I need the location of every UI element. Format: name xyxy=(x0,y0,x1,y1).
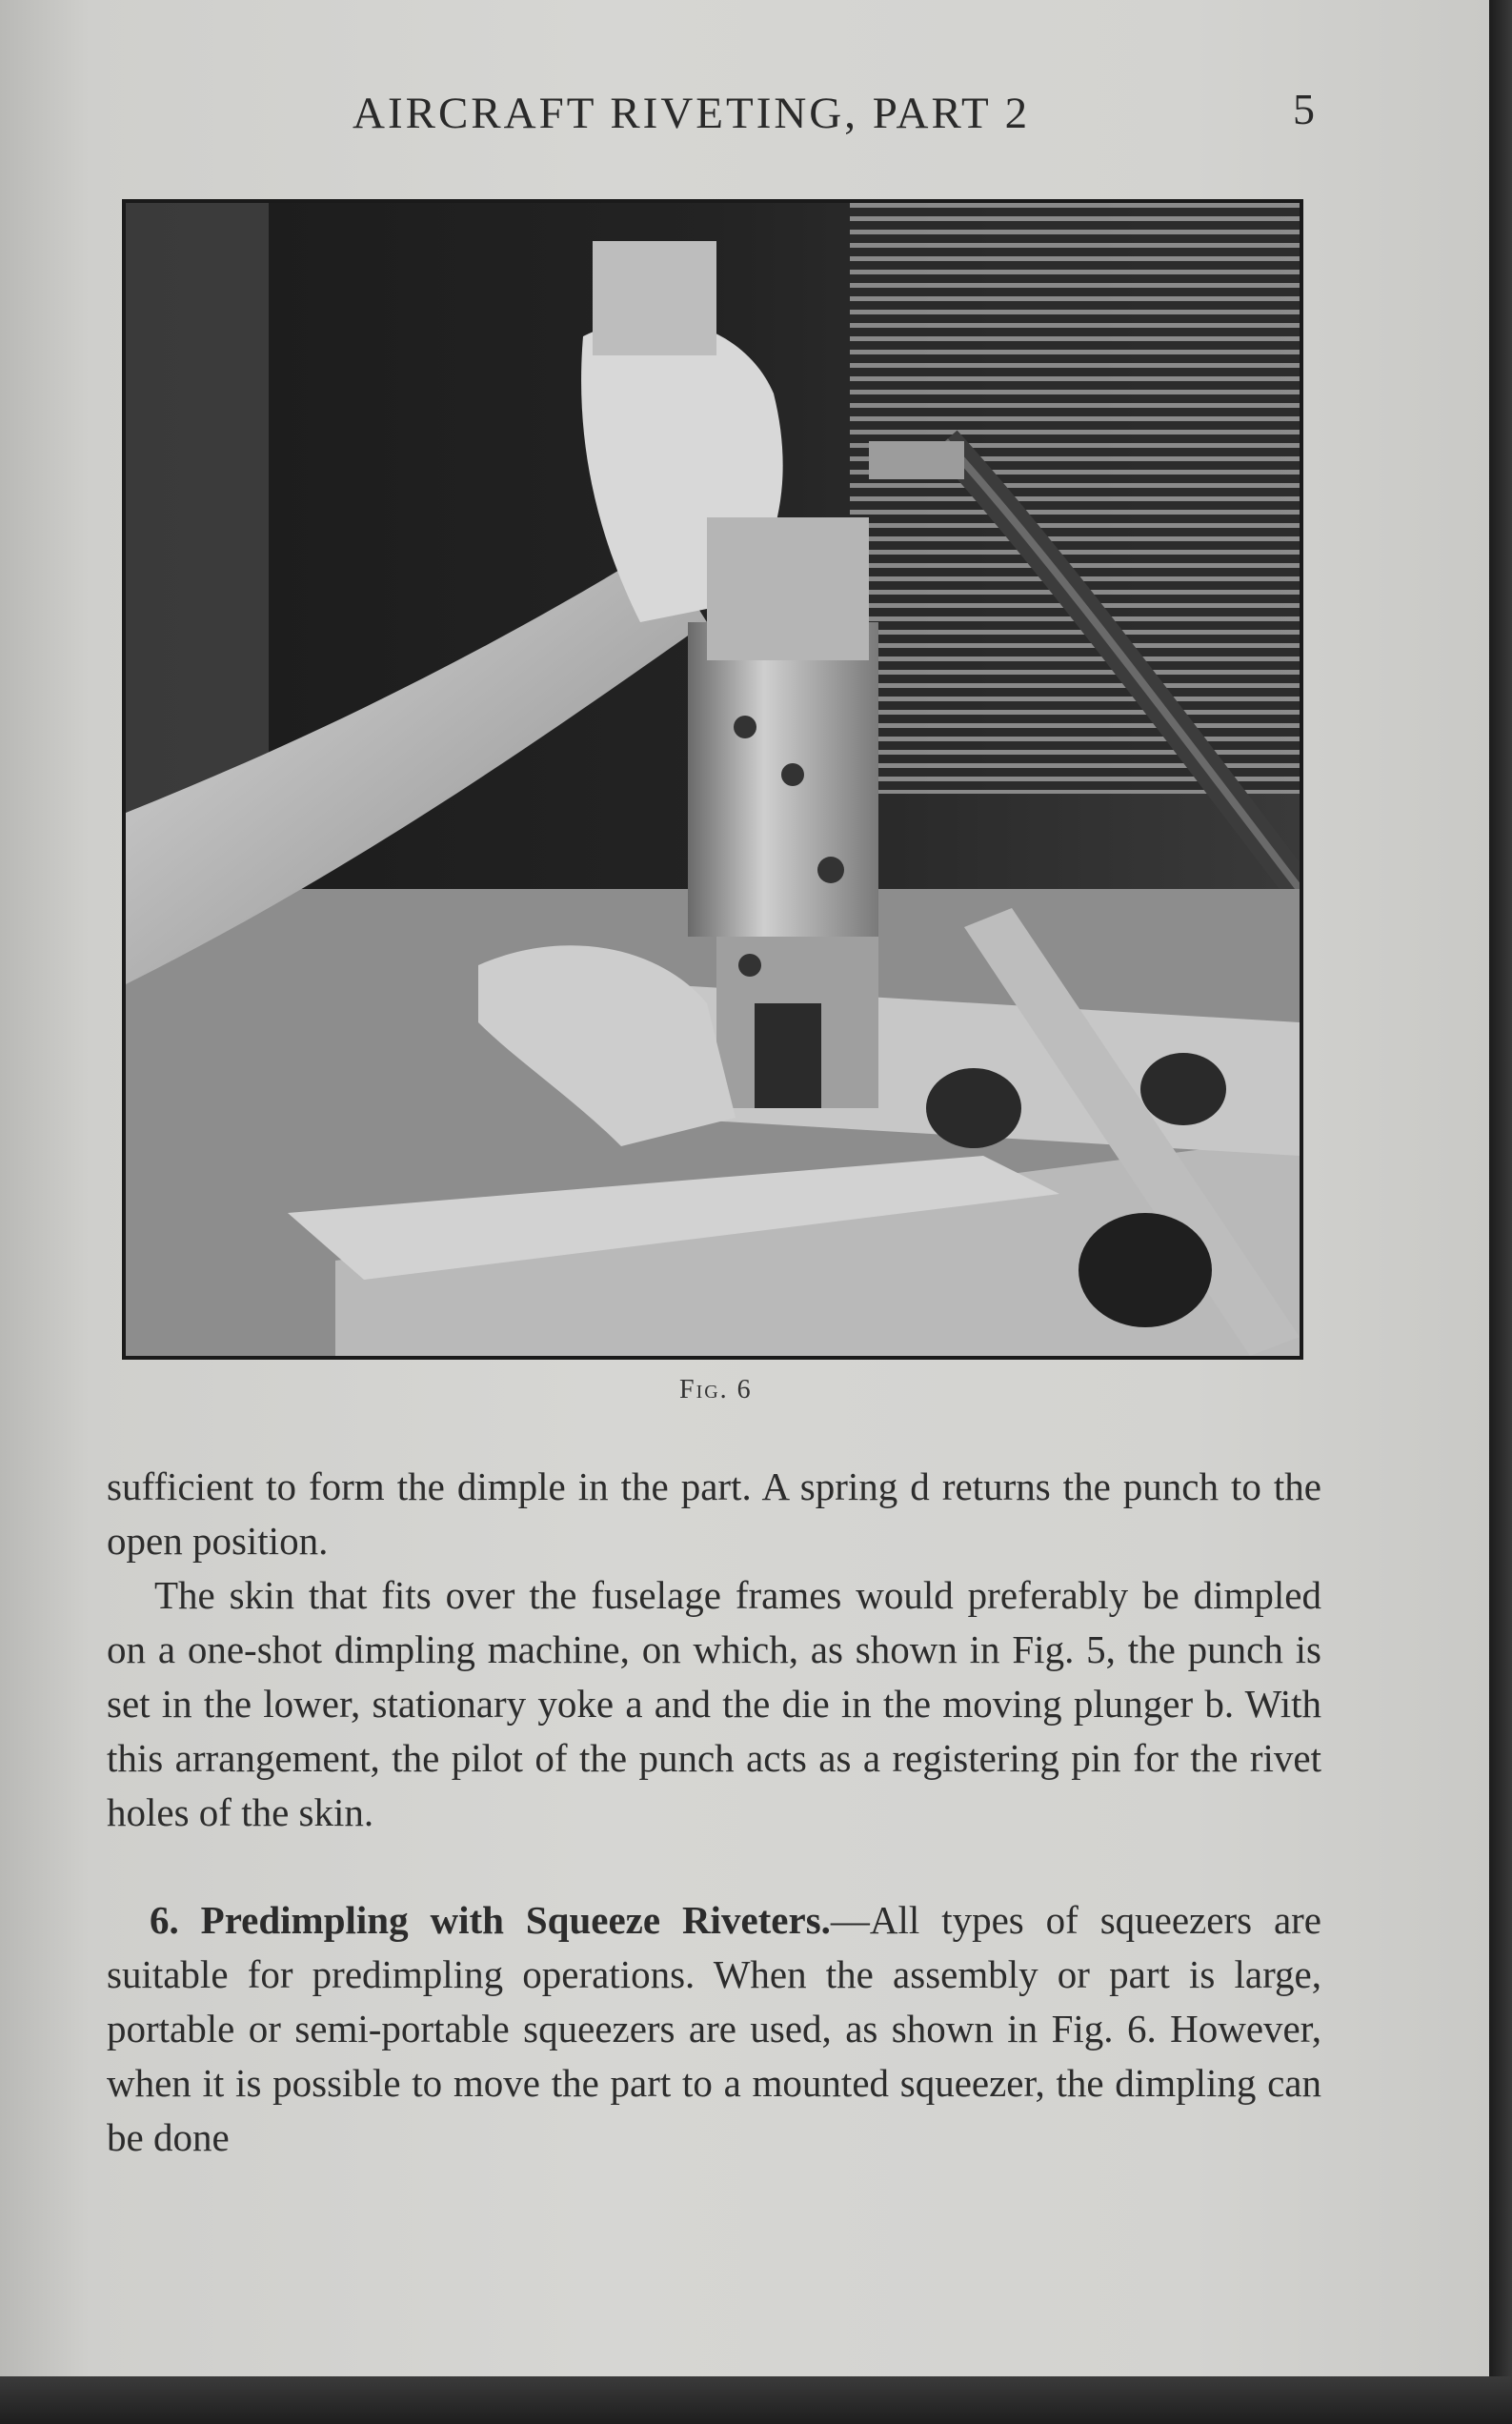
section-heading: Predimpling with Squeeze Riveters. xyxy=(200,1898,831,1942)
section-6-text: —All types of squeezers are suitable for predimpling operations. When the assembly or part is large, portable or semi-portable squeezers are used, as shown in Fig. 6. However, when it is possible to move the part to a mounted squeezer, the dimpling can be done xyxy=(107,1898,1322,2159)
paragraph-1: sufficient to form the dimple in the part. A spring d returns the punch to the open position. xyxy=(107,1464,1321,1563)
section-number: 6. xyxy=(150,1898,179,1942)
paragraph-2: The skin that fits over the fuselage frames would preferably be dimpled on a one-shot dimpling machine, on which, as shown in Fig. 5, the punch is set in the lower, stationary yoke a and the die in the moving plunger b. With this arrangement, the pilot of the punch acts as a registering pin for the rivet holes of the skin. xyxy=(107,1573,1321,1834)
figure-caption: Fig. 6 xyxy=(679,1375,753,1404)
page-edge-bottom xyxy=(0,2376,1512,2424)
section-6-paragraph xyxy=(107,1893,1321,2165)
page-number: 5 xyxy=(1293,85,1315,133)
body-text xyxy=(107,1460,1321,2165)
page-edge-right xyxy=(1489,0,1512,2424)
figure-photo-squeeze-riveter xyxy=(122,199,1303,1360)
running-head: AIRCRAFT RIVETING, PART 2 xyxy=(353,89,1031,138)
squeeze-riveter-photo-illustration xyxy=(126,203,1300,1356)
